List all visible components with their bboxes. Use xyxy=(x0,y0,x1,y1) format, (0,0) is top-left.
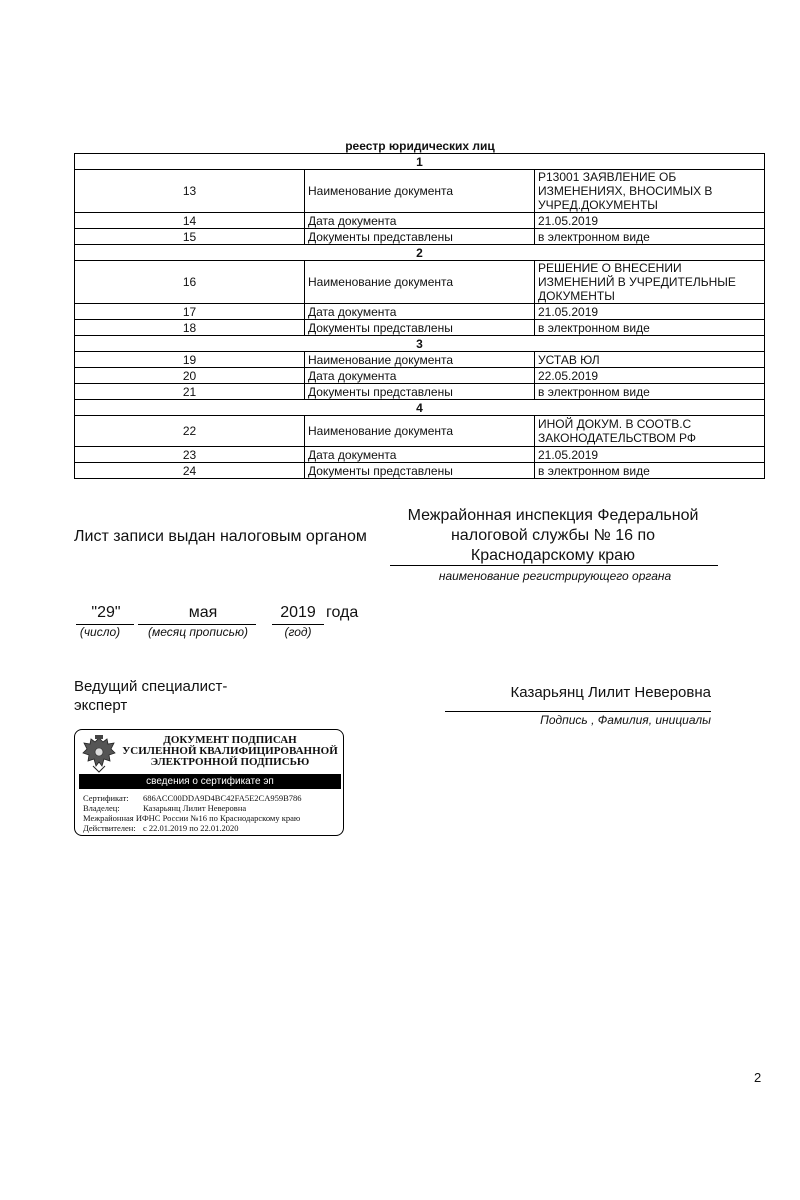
row-label: Документы представлены xyxy=(305,384,535,400)
electronic-signature-stamp xyxy=(74,729,344,836)
table-row xyxy=(75,384,765,400)
row-number: 15 xyxy=(75,229,305,245)
page-number: 2 xyxy=(754,1070,762,1085)
row-label: Дата документа xyxy=(305,447,535,463)
date-month: мая xyxy=(188,604,218,621)
table-row xyxy=(75,368,765,384)
row-number: 20 xyxy=(75,368,305,384)
registry-title: реестр юридических лиц xyxy=(345,139,495,153)
row-value: Р13001 ЗАЯВЛЕНИЕ ОБ ИЗМЕНЕНИЯХ, ВНОСИМЫХ В УЧРЕД.ДОКУМЕНТЫ xyxy=(535,170,765,213)
table-row xyxy=(75,352,765,368)
table-group-header: 4 xyxy=(75,400,765,416)
row-number: 17 xyxy=(75,304,305,320)
stamp-title: ДОКУМЕНТ ПОДПИСАН УСИЛЕННОЙ КВАЛИФИЦИРОВАННОЙ ЭЛЕКТРОННОЙ ПОДПИСЬЮ xyxy=(122,734,338,768)
row-number: 19 xyxy=(75,352,305,368)
row-value: 21.05.2019 xyxy=(535,304,765,320)
row-number: 18 xyxy=(75,320,305,336)
registry-table xyxy=(74,153,765,479)
row-label: Наименование документа xyxy=(305,352,535,368)
valid-key: Действителен: xyxy=(83,823,136,833)
table-group-header: 3 xyxy=(75,336,765,352)
signature-caption: Подпись , Фамилия, инициалы xyxy=(540,713,711,727)
signature-underline xyxy=(445,711,711,712)
row-number: 23 xyxy=(75,447,305,463)
row-label: Документы представлены xyxy=(305,463,535,479)
row-label: Документы представлены xyxy=(305,229,535,245)
table-row xyxy=(75,170,765,213)
row-label: Наименование документа xyxy=(305,416,535,447)
signer-name: Казарьянц Лилит Неверовна xyxy=(510,684,711,701)
date-year: 2019 xyxy=(280,604,316,621)
authority-underline xyxy=(390,565,718,566)
date-day: "29" xyxy=(91,604,121,621)
date-year-caption: (год) xyxy=(284,625,312,639)
table-row xyxy=(75,213,765,229)
date-month-caption: (месяц прописью) xyxy=(148,625,248,639)
row-number: 21 xyxy=(75,384,305,400)
stamp-org-line: Межрайонная ИФНС России №16 по Краснодарскому краю xyxy=(83,813,301,823)
row-value: УСТАВ ЮЛ xyxy=(535,352,765,368)
table-row xyxy=(75,304,765,320)
row-value: РЕШЕНИЕ О ВНЕСЕНИИ ИЗМЕНЕНИЙ В УЧРЕДИТЕЛЬНЫЕ ДОКУМЕНТЫ xyxy=(535,261,765,304)
table-group-header: 1 xyxy=(75,154,765,170)
row-number: 24 xyxy=(75,463,305,479)
row-value: 22.05.2019 xyxy=(535,368,765,384)
authority-caption: наименование регистрирующего органа xyxy=(438,569,672,583)
signer-position: Ведущий специалист-эксперт xyxy=(74,678,228,714)
row-label: Наименование документа xyxy=(305,170,535,213)
row-value: в электронном виде xyxy=(535,229,765,245)
row-label: Дата документа xyxy=(305,304,535,320)
table-row xyxy=(75,463,765,479)
row-value: ИНОЙ ДОКУМ. В СООТВ.С ЗАКОНОДАТЕЛЬСТВОМ РФ xyxy=(535,416,765,447)
owner-value: Казарьянц Лилит Неверовна xyxy=(143,803,247,813)
row-number: 14 xyxy=(75,213,305,229)
table-row xyxy=(75,416,765,447)
stamp-certificate-details xyxy=(83,793,341,833)
owner-key: Владелец: xyxy=(83,803,120,813)
coat-of-arms-icon xyxy=(81,734,117,774)
cert-key: Сертификат: xyxy=(83,793,129,803)
row-value: в электронном виде xyxy=(535,463,765,479)
row-number: 13 xyxy=(75,170,305,213)
row-label: Наименование документа xyxy=(305,261,535,304)
table-row xyxy=(75,320,765,336)
row-label: Дата документа xyxy=(305,368,535,384)
issued-by-label: Лист записи выдан налоговым органом xyxy=(74,528,367,545)
stamp-certificate-bar: сведения о сертификате эп xyxy=(79,774,341,789)
table-row xyxy=(75,229,765,245)
valid-value: с 22.01.2019 по 22.01.2020 xyxy=(143,823,239,833)
row-value: в электронном виде xyxy=(535,320,765,336)
row-label: Документы представлены xyxy=(305,320,535,336)
table-row xyxy=(75,261,765,304)
row-value: 21.05.2019 xyxy=(535,213,765,229)
table-row xyxy=(75,447,765,463)
date-year-suffix: года xyxy=(326,604,359,621)
row-label: Дата документа xyxy=(305,213,535,229)
table-group-header: 2 xyxy=(75,245,765,261)
row-value: в электронном виде xyxy=(535,384,765,400)
registering-authority-name: Межрайонная инспекция Федеральной налоговой службы № 16 по Краснодарскому краю xyxy=(407,507,699,564)
row-number: 16 xyxy=(75,261,305,304)
row-value: 21.05.2019 xyxy=(535,447,765,463)
row-number: 22 xyxy=(75,416,305,447)
date-day-caption: (число) xyxy=(79,625,121,639)
cert-value: 686ACC00DDA9D4BC42FA5E2CA959B786 xyxy=(143,793,302,803)
